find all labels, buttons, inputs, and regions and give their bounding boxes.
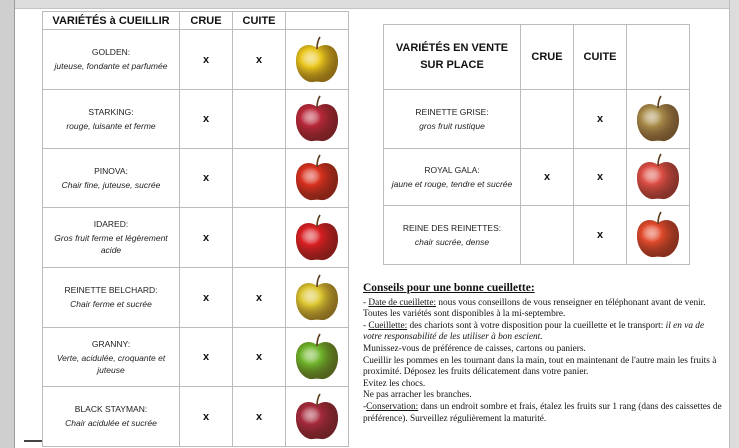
tip-date-text: nous vous conseillons de vous renseigner en téléphonant avant de venir. Toutes les variétés sont disponibles à la mi-septembre. xyxy=(363,297,706,320)
apple-icon xyxy=(291,94,343,144)
apple-icon xyxy=(632,210,684,260)
apple-image xyxy=(627,90,690,149)
tip-picking-label: Cueillette: xyxy=(368,320,408,331)
apple-image xyxy=(627,149,690,206)
apple-image xyxy=(627,206,690,265)
variety-cell xyxy=(384,206,521,265)
apple-image xyxy=(286,90,349,149)
variety-description: Chair ferme et sucrée xyxy=(70,299,152,309)
header-raw: CRUE xyxy=(521,25,574,90)
raw-mark: x xyxy=(180,328,233,387)
variety-cell xyxy=(384,149,521,206)
apple-image xyxy=(286,208,349,268)
variety-name: REINETTE GRISE: xyxy=(415,106,489,117)
table-row xyxy=(384,90,690,149)
raw-mark: x xyxy=(180,149,233,208)
apple-icon xyxy=(632,152,684,202)
header-cooked: CUITE xyxy=(233,12,286,30)
cooked-mark: x xyxy=(574,90,627,149)
tip-storage-label: Conservation: xyxy=(366,401,419,412)
variety-cell xyxy=(43,90,180,149)
apple-icon xyxy=(291,153,343,203)
table-row xyxy=(43,149,349,208)
apple-icon xyxy=(291,213,343,263)
variety-name: GOLDEN: xyxy=(91,47,131,57)
tip-method: Cueillir les pommes en les tournant dans la main, tout en maintenant de l'autre main les fruits à proximité. Déposez les fruits délicatement dans votre panier. xyxy=(363,355,717,378)
variety-description: Chair acidulée et sucrée xyxy=(65,418,157,428)
apple-image xyxy=(286,328,349,387)
cooked-mark xyxy=(233,90,286,149)
table-header-row xyxy=(384,25,690,90)
tip-shocks: Evitez les chocs. xyxy=(363,378,426,389)
variety-cell xyxy=(43,387,180,447)
variety-description: Chair fine, juteuse, sucrée xyxy=(61,179,161,190)
variety-name: GRANNY: xyxy=(91,338,131,349)
variety-description: Verte, acidulée, croquante et juteuse xyxy=(56,352,166,375)
variety-cell xyxy=(43,149,180,208)
header-variety: VARIÉTÉS à CUEILLIR xyxy=(43,12,180,30)
raw-mark: x xyxy=(180,387,233,447)
variety-name: IDARED: xyxy=(93,219,129,229)
tip-branches: Ne pas arracher les branches. xyxy=(363,390,472,401)
cooked-mark xyxy=(233,149,286,208)
table-header-row xyxy=(43,12,349,30)
header-raw: CRUE xyxy=(180,12,233,30)
variety-name: REINETTE BELCHARD: xyxy=(64,285,158,295)
apple-image xyxy=(286,268,349,328)
table-row xyxy=(43,268,349,328)
table-row xyxy=(43,328,349,387)
variety-name: STARKING: xyxy=(88,106,134,117)
header-image xyxy=(286,12,349,30)
raw-mark: x xyxy=(180,268,233,328)
viewer-top-border xyxy=(0,0,739,9)
tip-picking-text: des chariots sont à votre disposition pour la cueillette et le transport: xyxy=(407,320,666,331)
raw-mark: x xyxy=(521,149,574,206)
cooked-mark: x xyxy=(233,268,286,328)
tip-picking: - Cueillette: des chariots sont à votre disposition pour la cueillette et le transport: il en va de votre responsabilité de les utiliser à bon escient. xyxy=(363,320,705,343)
cooked-mark: x xyxy=(233,328,286,387)
cooked-mark: x xyxy=(574,206,627,265)
table-row xyxy=(43,30,349,90)
variety-cell xyxy=(384,90,521,149)
apple-image xyxy=(286,387,349,447)
viewer-left-border xyxy=(0,0,15,448)
cooked-mark: x xyxy=(233,387,286,447)
apple-icon xyxy=(291,35,343,85)
variety-name: PINOVA: xyxy=(94,165,128,176)
picking-tips xyxy=(363,283,725,425)
variety-cell xyxy=(43,30,180,90)
tip-boxes: Munissez-vous de préférence de caisses, cartons ou paniers. xyxy=(363,343,586,354)
variety-description: juteuse, fondante et parfumée xyxy=(54,61,168,71)
apple-image xyxy=(286,30,349,90)
variety-name: REINE DES REINETTES: xyxy=(402,222,502,233)
raw-mark: x xyxy=(180,90,233,149)
header-cooked: CUITE xyxy=(574,25,627,90)
table-row xyxy=(43,90,349,149)
table-row xyxy=(43,208,349,268)
apple-icon xyxy=(291,273,343,323)
raw-mark xyxy=(521,206,574,265)
tips-title: Conseils pour une bonne cueillette: xyxy=(363,282,535,294)
variety-description: chair sucrée, dense xyxy=(414,236,490,247)
header-image xyxy=(627,25,690,90)
tip-date: - Date de cueillette: nous vous conseillons de vous renseigner en téléphonant avant de venir. Toutes les variétés sont disponibles à la mi-septembre. xyxy=(363,297,706,320)
table-row xyxy=(43,387,349,447)
variety-description: Gros fruit ferme et légèrement acide xyxy=(54,233,168,255)
cooked-mark: x xyxy=(574,149,627,206)
variety-cell xyxy=(43,268,180,328)
page-corner-mark xyxy=(24,440,42,442)
variety-description: gros fruit rustique xyxy=(419,120,485,131)
varieties-to-pick-table xyxy=(42,11,349,447)
variety-description: jaune et rouge, tendre et sucrée xyxy=(391,178,513,189)
varieties-for-sale-table xyxy=(383,24,690,265)
header-variety: VARIÉTÉS EN VENTE SUR PLACE xyxy=(384,25,521,90)
apple-icon xyxy=(632,94,684,144)
variety-cell xyxy=(43,208,180,268)
variety-description: rouge, luisante et ferme xyxy=(66,120,156,131)
cooked-mark xyxy=(233,208,286,268)
tip-storage-text: dans un endroit sombre et frais, étalez les fruits sur 1 rang (dans des caissettes de préférence). Surveillez régulièrement la maturité. xyxy=(363,401,722,424)
tip-picking-italic: il en va de votre responsabilité de les utiliser à bon escient. xyxy=(363,320,705,343)
apple-icon xyxy=(291,332,343,382)
tip-storage: -Conservation: dans un endroit sombre et frais, étalez les fruits sur 1 rang (dans des caissettes de préférence). Surveillez régulièrement la maturité. xyxy=(363,401,722,424)
raw-mark: x xyxy=(180,30,233,90)
table-row xyxy=(384,206,690,265)
raw-mark: x xyxy=(180,208,233,268)
raw-mark xyxy=(521,90,574,149)
table-row xyxy=(384,149,690,206)
tip-date-label: Date de cueillette: xyxy=(368,297,437,308)
variety-cell xyxy=(43,328,180,387)
variety-name: ROYAL GALA: xyxy=(424,164,480,175)
apple-image xyxy=(286,149,349,208)
cooked-mark: x xyxy=(233,30,286,90)
viewer-right-scrollbar[interactable] xyxy=(729,0,739,448)
apple-icon xyxy=(291,392,343,442)
variety-name: BLACK STAYMAN: xyxy=(74,404,148,414)
